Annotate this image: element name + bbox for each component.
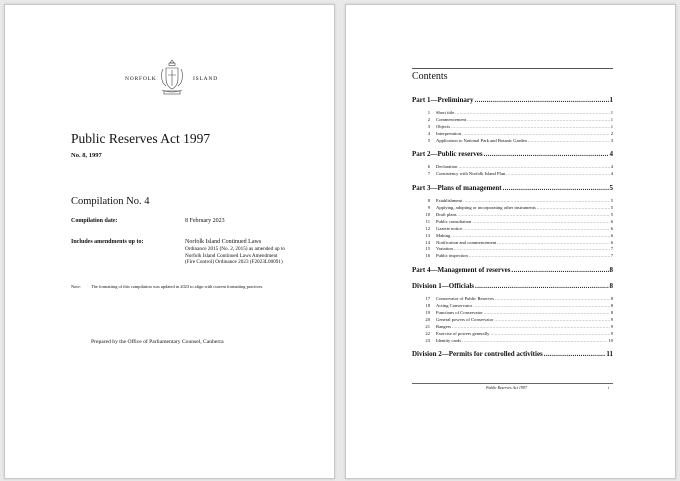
footer-title: Public Reserves Act 1997 [486,385,527,390]
toc-leader-dots [463,226,609,233]
toc-section-number: 7 [427,171,430,177]
toc-leader-dots [495,296,610,303]
toc-section-number: 23 [425,337,430,343]
act-title: Public Reserves Act 1997 [71,131,211,146]
toc-part-page: 4 [609,150,613,159]
toc-section-title: Notification and commencement [436,239,497,245]
toc-part-heading[interactable] [412,95,613,106]
toc-section-number: 21 [425,323,430,329]
toc-leader-dots [451,124,610,131]
toc-leader-dots [469,253,610,260]
toc-part-label: Part 3—Plans of management [412,184,502,193]
act-number: No. 8, 1997 [71,152,102,159]
toc-section-number: 17 [425,296,430,302]
toc-leader-dots [511,265,608,276]
toc-part-heading[interactable] [412,149,613,160]
toc-leader-dots [458,212,610,219]
toc-leader-dots [452,324,610,331]
toc-section-entry[interactable] [412,253,613,260]
toc-leader-dots [463,198,610,205]
toc-section-title: General powers of Conservator [436,316,494,322]
toc-section-entry[interactable] [412,198,613,205]
toc-section-page: 8 [610,310,613,316]
toc-leader-dots [497,240,609,247]
toc-part-label: Part 4—Management of reserves [412,266,511,275]
toc-section-entry[interactable] [412,226,613,233]
toc-leader-dots [484,310,610,317]
toc-section-page: 7 [610,246,613,252]
toc-section-list [412,198,613,260]
toc-section-number: 5 [427,137,430,143]
toc-section-list [412,110,613,144]
crest-text-right: ISLAND [193,76,218,82]
toc-part-label: Part 1—Preliminary [412,96,474,104]
toc-section-title: Short title [436,110,455,115]
toc-leader-dots [462,338,607,345]
toc-section-entry[interactable] [412,117,613,124]
toc-section-title: Making [436,232,451,238]
toc-section-title: Exercise of powers generally [436,330,490,336]
toc-section-page: 3 [610,137,613,143]
toc-part-heading[interactable] [412,281,613,292]
toc-section-title: Identity cards [436,337,462,343]
toc-section-title: Consistency with Norfolk Island Plan [436,171,506,177]
toc-section-page: 9 [610,330,613,336]
toc-section-number: 8 [427,198,430,204]
table-of-contents [412,95,613,360]
toc-section-entry[interactable] [412,131,613,138]
toc-section-entry[interactable] [412,324,613,331]
toc-section-number: 20 [425,316,430,322]
toc-leader-dots [467,117,610,124]
toc-section-number: 11 [425,218,430,224]
toc-section-entry[interactable] [412,240,613,247]
toc-section-number: 13 [425,232,430,238]
toc-section-entry[interactable] [412,205,613,212]
toc-section-page: 9 [610,316,613,322]
toc-section-page: 5 [610,212,613,218]
toc-section-title: Objects [436,123,451,129]
coat-of-arms-icon [159,59,185,97]
toc-part-page: 5 [609,184,613,193]
amendments-label: Includes amendments up to: [71,239,144,245]
toc-section-page: 2 [610,130,613,136]
toc-section-title: Gazette notice [436,225,463,231]
toc-section-entry[interactable] [412,164,613,171]
toc-leader-dots [544,349,606,360]
toc-leader-dots [458,164,609,171]
toc-section-number: 12 [425,225,430,231]
toc-section-title: Commencement [436,116,467,122]
toc-section-list [412,296,613,344]
footer-rule [412,383,613,384]
toc-leader-dots [451,233,609,240]
toc-part-label: Division 1—Officials [412,282,475,291]
toc-section-number: 9 [427,205,430,211]
note-text: The formatting of this compilation was updated in 2023 to align with current formatting practices. [91,284,264,289]
contents-page [345,4,676,479]
toc-section-entry[interactable] [412,338,613,345]
crest-row [5,59,334,99]
toc-section-list [412,164,613,178]
contents-top-rule [412,68,613,69]
toc-part-page: 8 [609,266,613,275]
toc-leader-dots [475,281,608,292]
toc-section-title: Interpretation [436,130,461,136]
toc-section-page: 1 [610,116,613,122]
prepared-by: Prepared by the Office of Parliamentary Counsel, Canberra [91,339,224,345]
toc-leader-dots [473,303,610,310]
toc-section-entry[interactable] [412,212,613,219]
toc-section-title: Applying, adopting or incorporating other instruments [436,205,536,211]
toc-section-number: 6 [427,164,430,170]
toc-section-page: 8 [610,296,613,302]
toc-section-title: Functions of Conservator [436,310,483,316]
toc-leader-dots [506,171,610,178]
toc-section-entry[interactable] [412,219,613,226]
toc-section-number: 15 [425,246,430,252]
toc-part-page: 11 [606,350,613,359]
toc-section-number: 4 [427,130,430,136]
compilation-date-label: Compilation date: [71,218,118,224]
toc-part-page: 1 [609,96,613,104]
toc-leader-dots [537,205,610,212]
toc-part-heading[interactable] [412,265,613,276]
toc-section-page: 6 [610,225,613,231]
toc-section-title: Application to National Park and Botanic Garden [436,137,527,143]
toc-leader-dots [472,219,609,226]
toc-section-title: Public inspection [436,253,468,259]
toc-part-label: Division 2—Permits for controlled activities [412,350,543,359]
toc-section-entry[interactable] [412,296,613,303]
toc-section-page: 4 [610,164,613,170]
toc-section-entry[interactable] [412,310,613,317]
toc-section-title: Conservator of Public Reserves [436,296,495,302]
toc-section-page: 5 [610,198,613,204]
toc-section-entry[interactable] [412,110,613,117]
toc-section-title: Variation [436,246,453,252]
toc-leader-dots [495,317,610,324]
toc-section-entry[interactable] [412,331,613,338]
toc-section-page: 5 [610,205,613,211]
crest-text-left: NORFOLK [125,76,157,82]
toc-section-number: 1 [427,110,430,115]
toc-leader-dots [454,246,610,253]
toc-section-number: 2 [427,116,430,122]
toc-part-heading[interactable] [412,183,613,194]
toc-section-page: 6 [610,239,613,245]
toc-section-page: 9 [610,323,613,329]
toc-section-page: 4 [610,171,613,177]
toc-section-number: 3 [427,123,430,129]
amendments-value-rest: Ordinance 2015 (No. 2, 2015) as amended up to Norfolk Island Continued Laws Amendment (Fire Control) Ordinance 2023 (F2023L00091) [185,245,285,266]
contents-heading: Contents [412,71,448,82]
toc-part-page: 8 [609,282,613,291]
toc-section-entry[interactable] [412,171,613,178]
toc-section-page: 10 [608,337,613,343]
toc-leader-dots [484,149,609,160]
toc-section-number: 14 [425,239,430,245]
toc-section-number: 19 [425,310,430,316]
toc-section-page: 8 [610,303,613,309]
toc-section-entry[interactable] [412,233,613,240]
toc-section-page: 1 [610,123,613,129]
toc-leader-dots [475,95,609,106]
toc-section-title: Acting Conservator [436,303,473,309]
cover-page [4,4,335,479]
toc-section-number: 22 [425,330,430,336]
toc-section-page: 6 [610,232,613,238]
toc-section-title: Public consultation [436,218,472,224]
amendments-value [185,239,285,266]
toc-section-title: Declaration [436,164,458,170]
toc-leader-dots [455,110,609,117]
toc-leader-dots [462,131,610,138]
amendments-value-line1: Norfolk Island Continued Laws [185,239,262,245]
footer-page-number: i [608,385,610,390]
toc-section-entry[interactable] [412,317,613,324]
toc-section-number: 18 [425,303,430,309]
toc-section-title: Draft plans [436,212,457,218]
toc-part-heading[interactable] [412,349,613,360]
toc-section-entry[interactable] [412,246,613,253]
toc-section-entry[interactable] [412,303,613,310]
toc-section-entry[interactable] [412,138,613,145]
compilation-date-value: 8 February 2023 [185,218,225,224]
toc-section-page: 1 [610,110,613,115]
toc-section-title: Establishment [436,198,463,204]
toc-leader-dots [528,138,610,145]
toc-section-entry[interactable] [412,124,613,131]
toc-part-label: Part 2—Public reserves [412,150,483,159]
toc-section-number: 16 [425,253,430,259]
toc-section-title: Rangers [436,323,452,329]
note-label: Note: [71,284,81,289]
toc-section-page: 7 [610,253,613,259]
toc-leader-dots [490,331,609,338]
compilation-number: Compilation No. 4 [71,196,150,207]
toc-section-number: 10 [425,212,430,218]
toc-section-page: 6 [610,218,613,224]
toc-leader-dots [503,183,609,194]
